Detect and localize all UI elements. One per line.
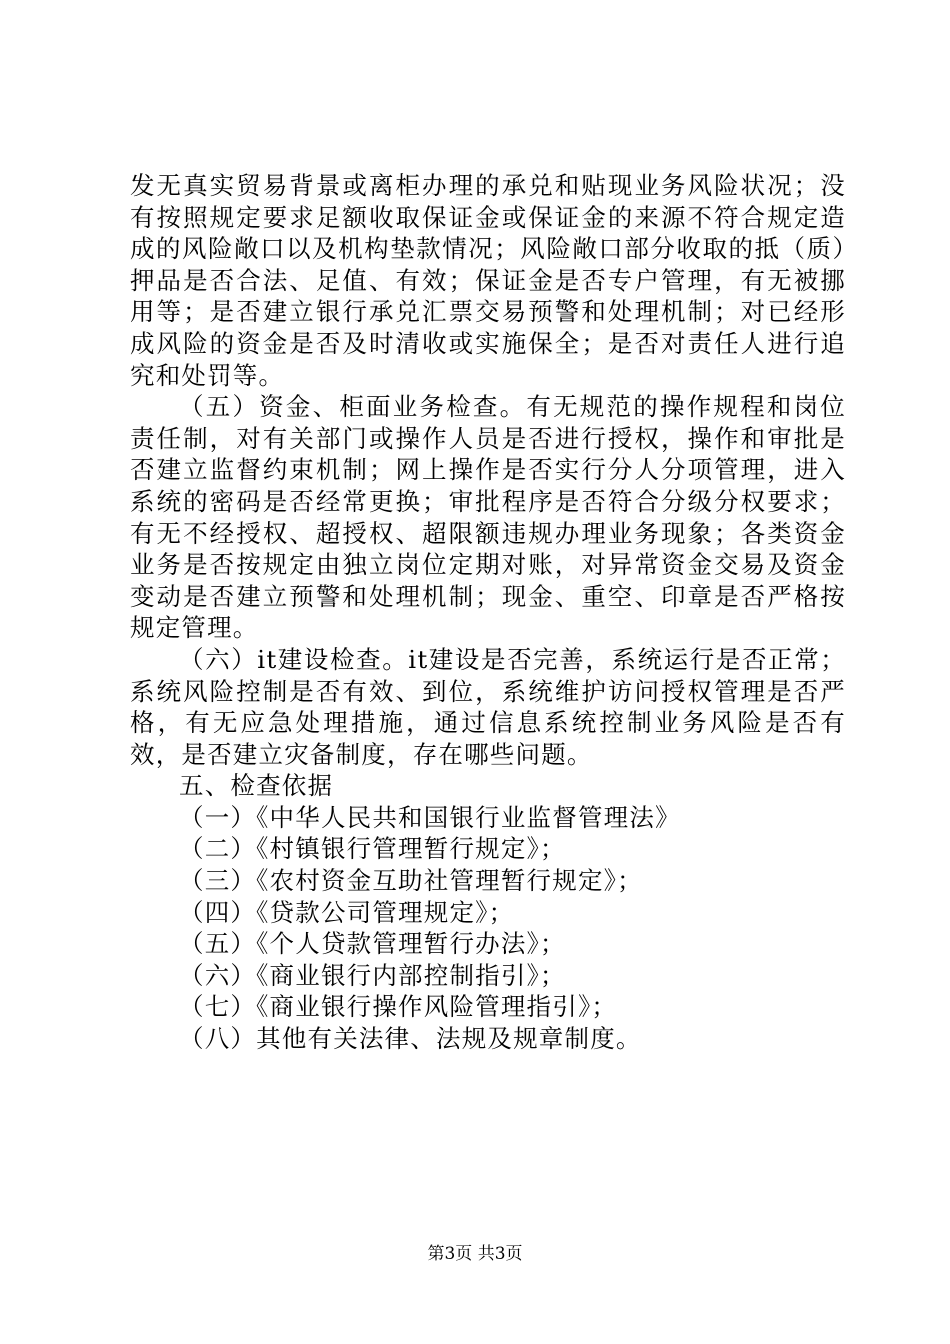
list-item: （二）《村镇银行管理暂行规定》； <box>179 834 566 864</box>
paragraph-acceptance-risk: 发无真实贸易背景或离柜办理的承兑和贴现业务风险状况；没有按照规定要求足额收取保证金或保证金的来源不符合规定造成的风险敞口以及机构垫款情况；风险敞口部分收取的抵（质）押品是否合法、足值、有效；保证金是否专户管理，有无被挪用等；是否建立银行承兑汇票交易预警和处理机制；对已经形成风险的资金是否及时清收或实施保全；是否对责任人进行追究和处罚等。 <box>130 171 846 390</box>
document-body <box>130 170 846 1055</box>
paragraph-it-check: （六）it建设检查。it建设是否完善，系统运行是否正常；系统风险控制是否有效、到位，系统维护访问授权管理是否严格，有无应急处理措施，通过信息系统控制业务风险是否有效，是否建立灾备制度，存在哪些问题。 <box>130 644 846 769</box>
page-number-label: 第3页 共3页 <box>427 1244 523 1264</box>
list-item: （八）其他有关法律、法规及规章制度。 <box>179 1024 642 1054</box>
list-item: （五）《个人贷款管理暂行办法》； <box>179 929 566 959</box>
list-item: （六）《商业银行内部控制指引》； <box>179 960 566 990</box>
section-heading-basis: 五、检查依据 <box>179 771 334 801</box>
list-item: （一）《中华人民共和国银行业监督管理法》 <box>179 802 681 832</box>
paragraph-funds-counter-check: （五）资金、柜面业务检查。有无规范的操作规程和岗位责任制，对有关部门或操作人员是否进行授权，操作和审批是否建立监督约束机制；网上操作是否实行分人分项管理，进入系统的密码是否经常更换；审批程序是否符合分级分权要求；有无不经授权、超授权、超限额违规办理业务现象；各类资金业务是否按规定由独立岗位定期对账，对异常资金交易及资金变动是否建立预警和处理机制；现金、重空、印章是否严格按规定管理。 <box>130 392 846 643</box>
page-footer <box>0 1243 950 1265</box>
list-item: （三）《农村资金互助社管理暂行规定》； <box>179 866 643 896</box>
list-item: （四）《贷款公司管理规定》； <box>179 897 515 927</box>
reference-list <box>130 802 846 1055</box>
list-item: （七）《商业银行操作风险管理指引》； <box>179 992 618 1022</box>
